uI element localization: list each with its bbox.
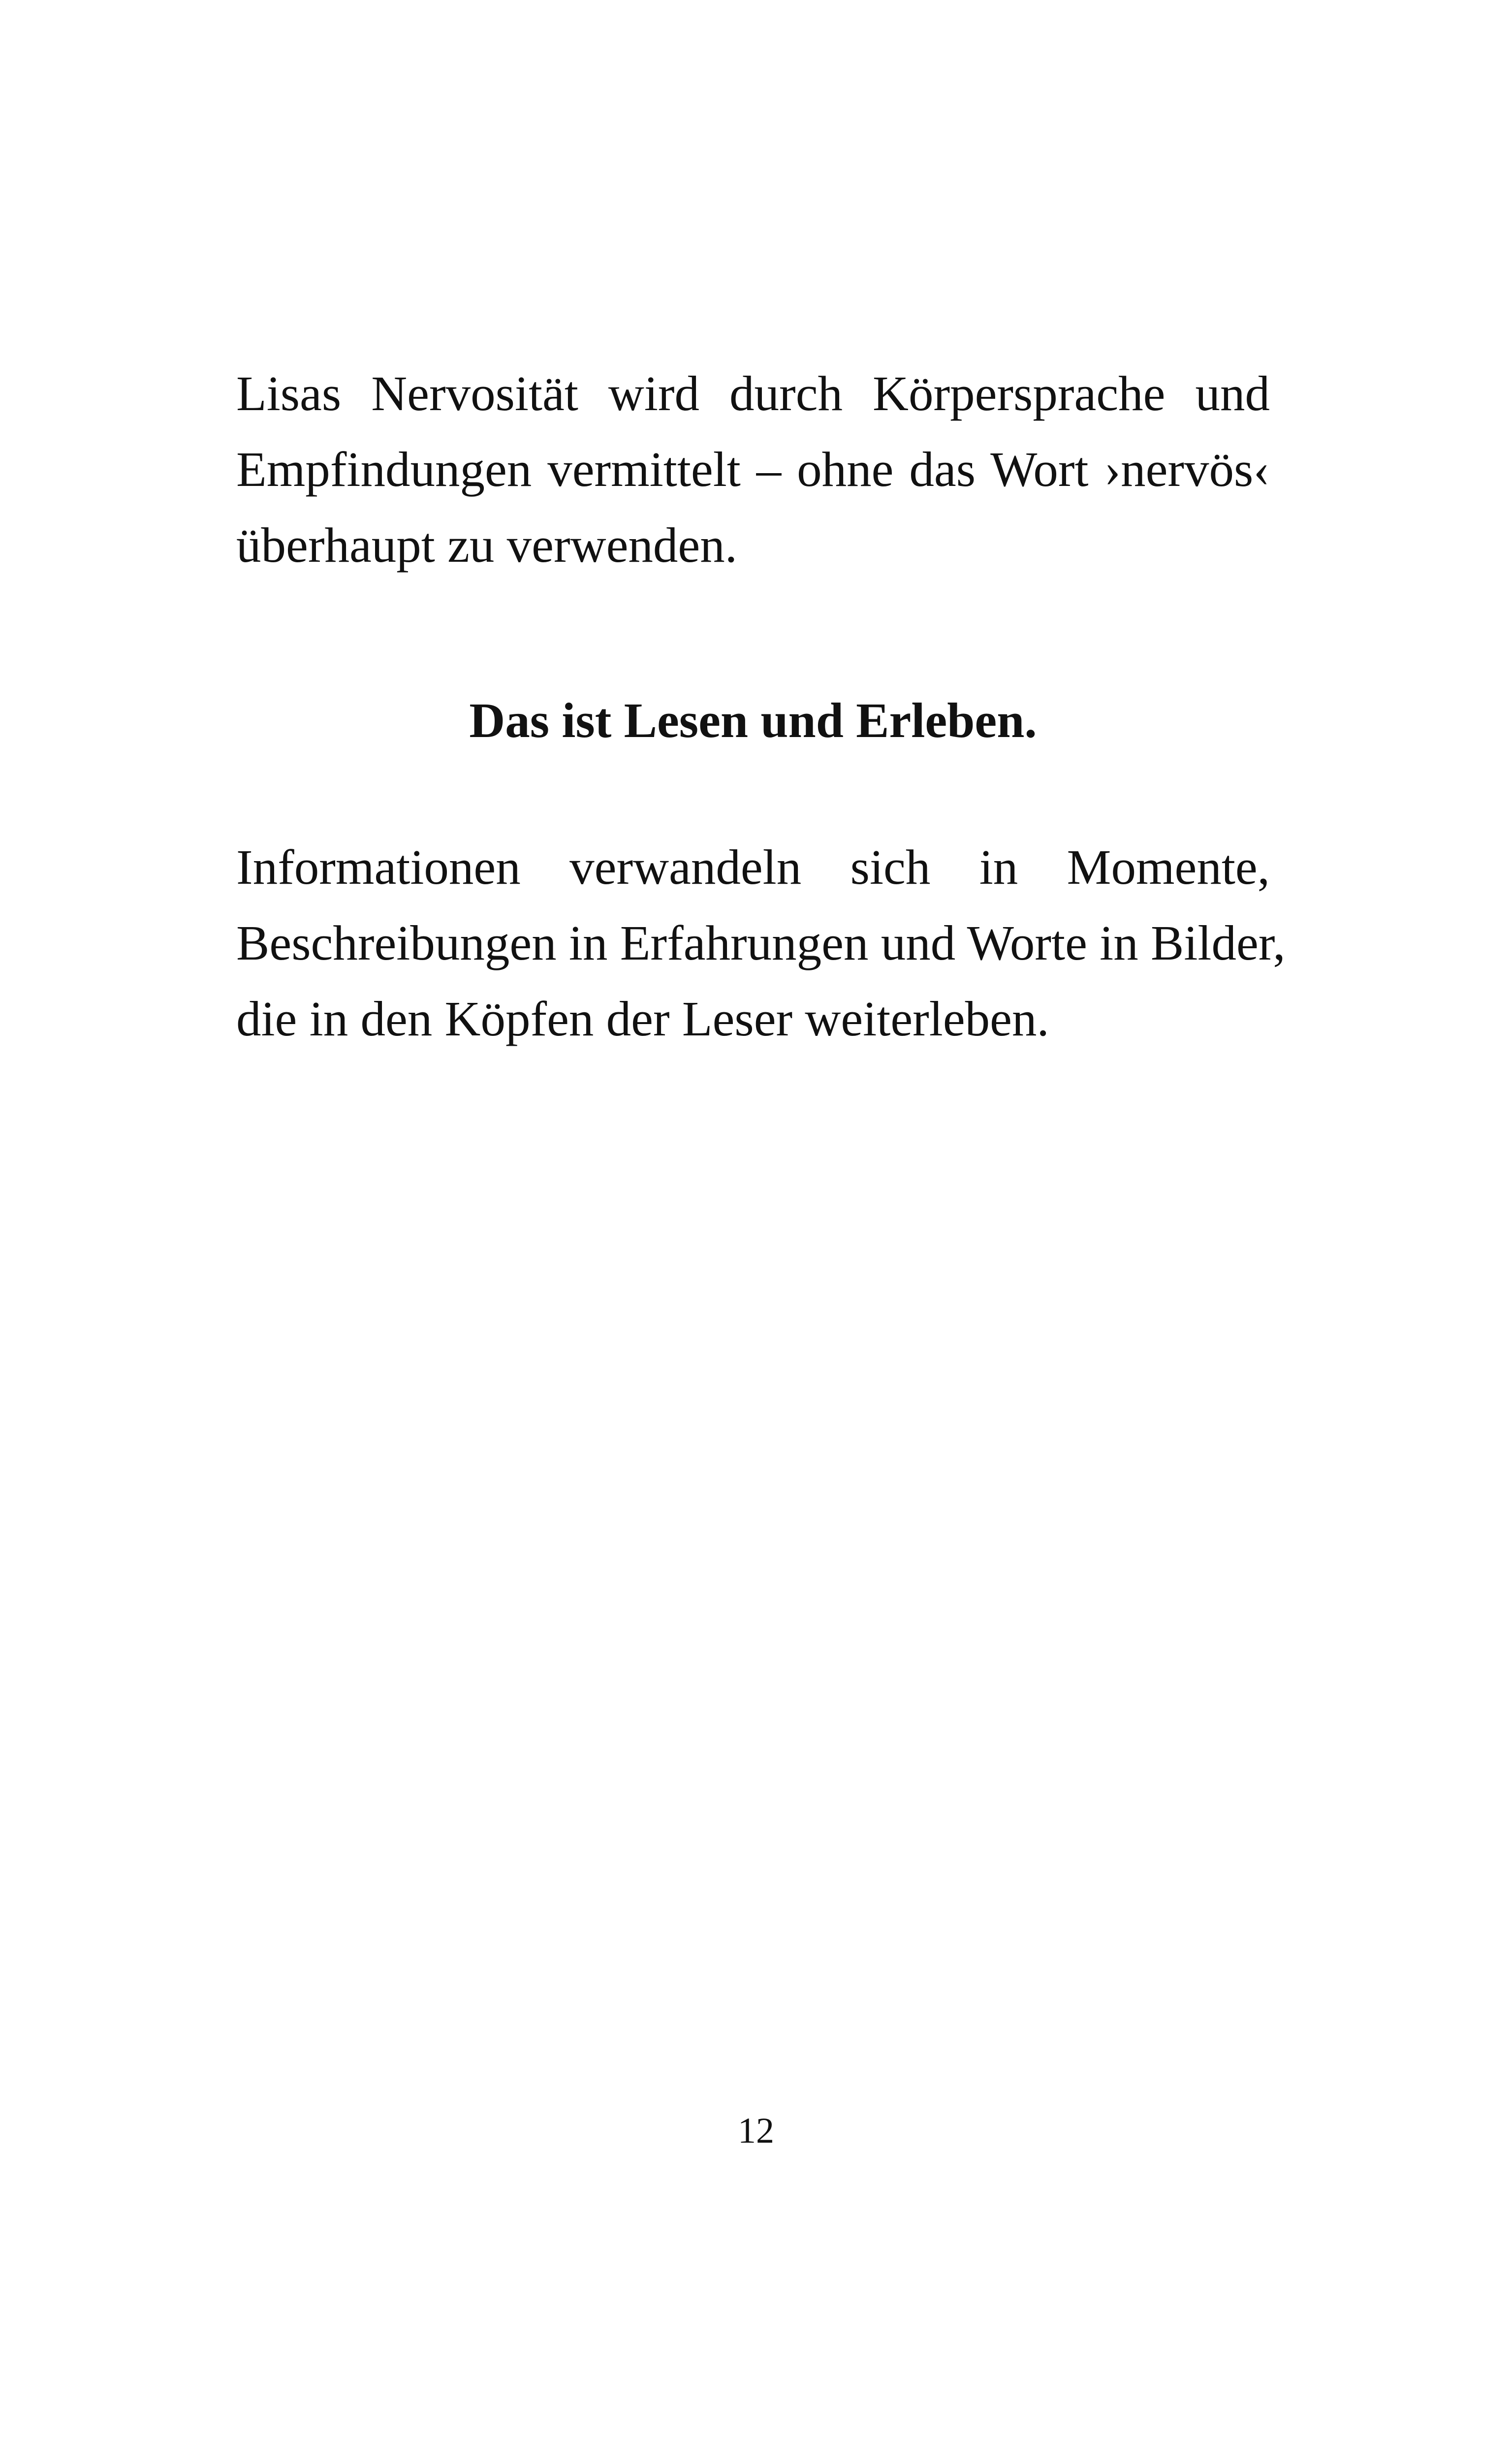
paragraph-line: die in den Köpfen der Leser weiterleben. [236,991,1049,1046]
paragraph-body-2 [236,829,1286,1057]
page-number: 12 [738,2111,774,2151]
paragraph-line: Informationen verwandeln sich in Momente, [236,839,1270,895]
paragraph-line: überhaupt zu verwenden. [236,517,737,573]
section-heading: Das ist Lesen und Erleben. [469,693,1037,748]
paragraph-line: Empfindungen vermittelt – ohne das Wort ›nervös‹ [236,442,1270,497]
paragraph-body-1 [236,355,1270,583]
paragraph-line: Beschreibungen in Erfahrungen und Worte in Bilder, [236,915,1286,970]
paragraph-line: Lisas Nervosität wird durch Körpersprache und [236,366,1270,421]
